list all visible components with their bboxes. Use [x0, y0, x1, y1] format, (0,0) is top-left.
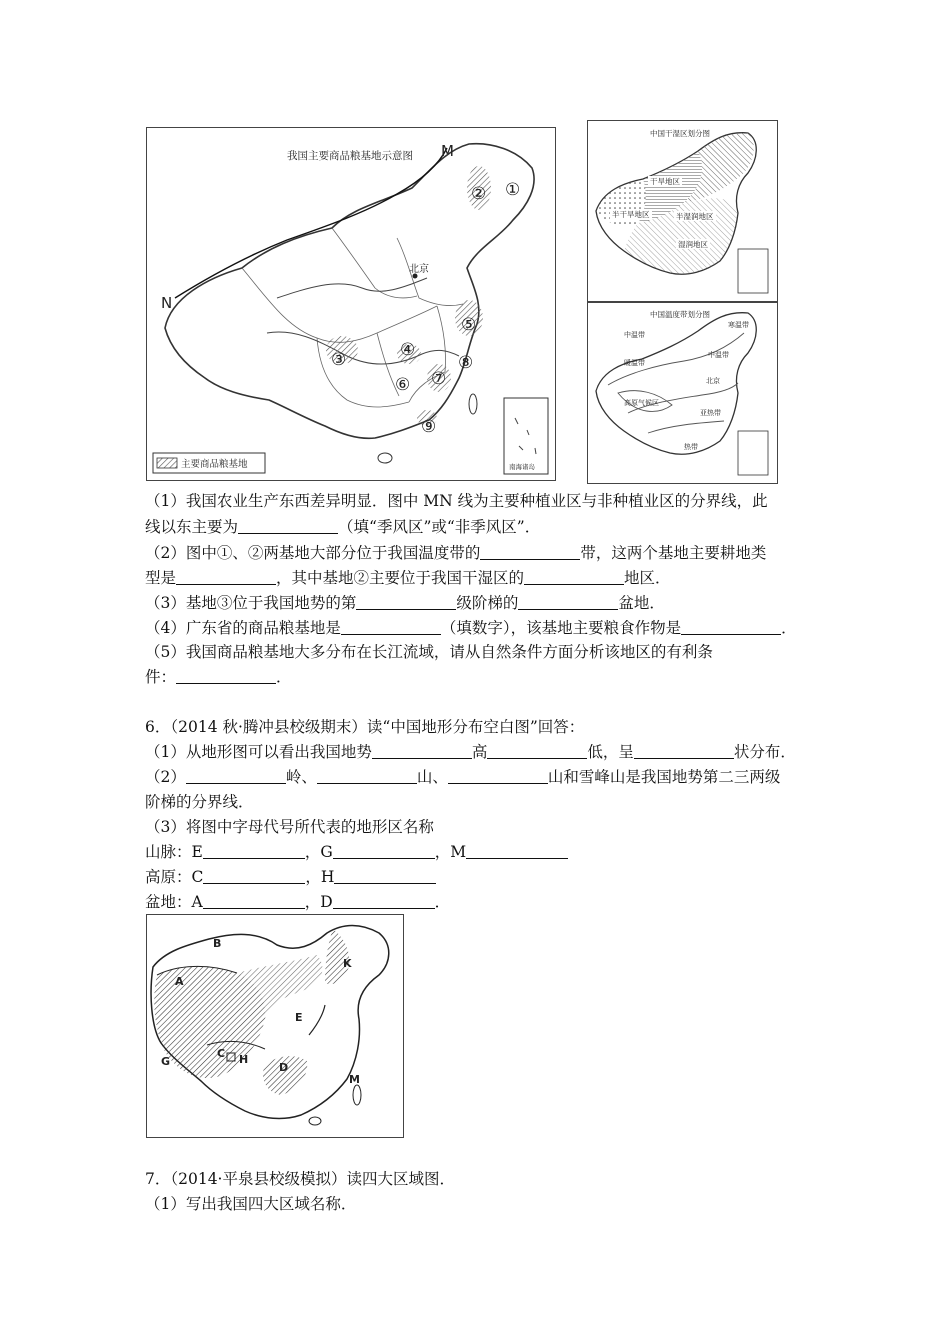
svg-text:北京: 北京: [706, 377, 720, 385]
q6-part1: （1）从地形图可以看出我国地势 高 低，呈 状分布．: [145, 743, 796, 761]
svg-text:N: N: [161, 294, 173, 312]
q6-mountains: 山脉：E ，G ，M: [145, 840, 568, 864]
svg-text:寒温带: 寒温带: [728, 321, 749, 329]
svg-text:M: M: [349, 1073, 360, 1086]
answer-blank[interactable]: [176, 667, 276, 684]
answer-blank[interactable]: [333, 892, 435, 909]
answer-blank[interactable]: [356, 593, 456, 610]
svg-text:干旱地区: 干旱地区: [650, 177, 680, 186]
q5-part1-line2: 线以东主要为 （填“季风区”或“非季风区”．: [145, 518, 541, 536]
svg-text:亚热带: 亚热带: [700, 409, 721, 417]
svg-text:E: E: [295, 1011, 303, 1024]
svg-text:⑦: ⑦: [431, 369, 447, 389]
svg-text:C: C: [217, 1047, 226, 1060]
svg-text:K: K: [343, 957, 352, 970]
q6-heading: 6．（2014 秋·腾冲县校级期末）读“中国地形分布空白图”回答：: [145, 718, 585, 736]
q5-part3: （3）基地③位于我国地势的第 级阶梯的 盆地．: [145, 594, 665, 612]
svg-text:半湿润地区: 半湿润地区: [676, 212, 714, 221]
svg-text:①: ①: [505, 180, 521, 200]
answer-blank[interactable]: [341, 618, 441, 635]
terrain-map: [146, 914, 404, 1138]
answer-blank[interactable]: [448, 767, 548, 784]
answer-blank[interactable]: [334, 867, 436, 884]
svg-text:中国干湿区划分图: 中国干湿区划分图: [650, 129, 710, 138]
q5-part4: （4）广东省的商品粮基地是 （填数字），该基地主要粮食作物是 ．: [145, 619, 797, 637]
grain-base-map: [146, 127, 556, 481]
svg-text:我国主要商品粮基地示意图: 我国主要商品粮基地示意图: [287, 150, 413, 162]
q5-part1-line1: （1）我国农业生产东西差异明显．图中 MN 线为主要种植业区与非种植业区的分界线，此: [145, 492, 768, 510]
q6-basins: 盆地：A ，D ．: [145, 893, 451, 911]
q6-part2-line1: （2） 岭、 山、 山和雪峰山是我国地势第二三两级: [145, 768, 781, 786]
svg-text:⑧: ⑧: [458, 353, 474, 373]
q7-part1: （1）写出我国四大区域名称．: [145, 1195, 357, 1213]
svg-text:中温带: 中温带: [708, 351, 729, 359]
svg-text:主要商品粮基地: 主要商品粮基地: [181, 459, 248, 470]
answer-blank[interactable]: [176, 568, 276, 585]
answer-blank[interactable]: [203, 842, 305, 859]
q5-part5-line2: 件： ．: [145, 668, 292, 686]
temperature-zones-map: [587, 302, 778, 484]
answer-blank[interactable]: [518, 593, 618, 610]
answer-blank[interactable]: [186, 767, 286, 784]
svg-text:南海诸岛: 南海诸岛: [509, 463, 535, 471]
answer-blank[interactable]: [480, 543, 580, 560]
q5-part5-line1: （5）我国商品粮基地大多分布在长江流域，请从自然条件方面分析该地区的有利条: [145, 643, 713, 661]
svg-text:北京: 北京: [409, 264, 429, 275]
dry-wet-zones-map: [587, 120, 778, 302]
svg-text:G: G: [161, 1055, 171, 1068]
svg-text:热带: 热带: [684, 443, 698, 451]
svg-text:④: ④: [400, 340, 416, 360]
q7-heading: 7．（2014·平泉县校级模拟）读四大区域图．: [145, 1170, 455, 1188]
q5-part2-line2: 型是 ，其中基地②主要位于我国干湿区的 地区．: [145, 569, 671, 587]
q6-part3: （3）将图中字母代号所代表的地形区名称: [145, 818, 434, 836]
answer-blank[interactable]: [372, 742, 472, 759]
answer-blank[interactable]: [681, 618, 781, 635]
svg-text:③: ③: [331, 350, 347, 370]
svg-text:⑥: ⑥: [395, 375, 411, 395]
svg-text:D: D: [279, 1061, 289, 1074]
answer-blank[interactable]: [317, 767, 417, 784]
svg-text:A: A: [175, 975, 184, 988]
svg-text:中国温度带划分图: 中国温度带划分图: [650, 310, 710, 319]
svg-text:B: B: [213, 937, 222, 950]
svg-text:M: M: [441, 142, 454, 160]
svg-text:中温带: 中温带: [624, 331, 645, 339]
svg-text:⑤: ⑤: [461, 315, 477, 335]
answer-blank[interactable]: [333, 842, 435, 859]
svg-text:湿润地区: 湿润地区: [678, 240, 708, 249]
q6-part2-line2: 阶梯的分界线．: [145, 793, 254, 811]
svg-text:高原气候区: 高原气候区: [624, 399, 659, 407]
answer-blank[interactable]: [487, 742, 587, 759]
answer-blank[interactable]: [634, 742, 734, 759]
answer-blank[interactable]: [203, 867, 305, 884]
answer-blank[interactable]: [466, 842, 568, 859]
svg-text:暖温带: 暖温带: [624, 359, 645, 367]
svg-text:②: ②: [471, 184, 487, 204]
answer-blank[interactable]: [524, 568, 624, 585]
answer-blank[interactable]: [203, 892, 305, 909]
q6-plateaus: 高原：C ，H: [145, 865, 436, 889]
svg-text:半干旱地区: 半干旱地区: [612, 210, 650, 219]
svg-text:⑨: ⑨: [421, 417, 437, 437]
answer-blank[interactable]: [238, 517, 338, 534]
svg-text:H: H: [239, 1053, 249, 1066]
q5-part2-line1: （2）图中①、②两基地大部分位于我国温度带的 带，这两个基地主要耕地类: [145, 544, 767, 562]
